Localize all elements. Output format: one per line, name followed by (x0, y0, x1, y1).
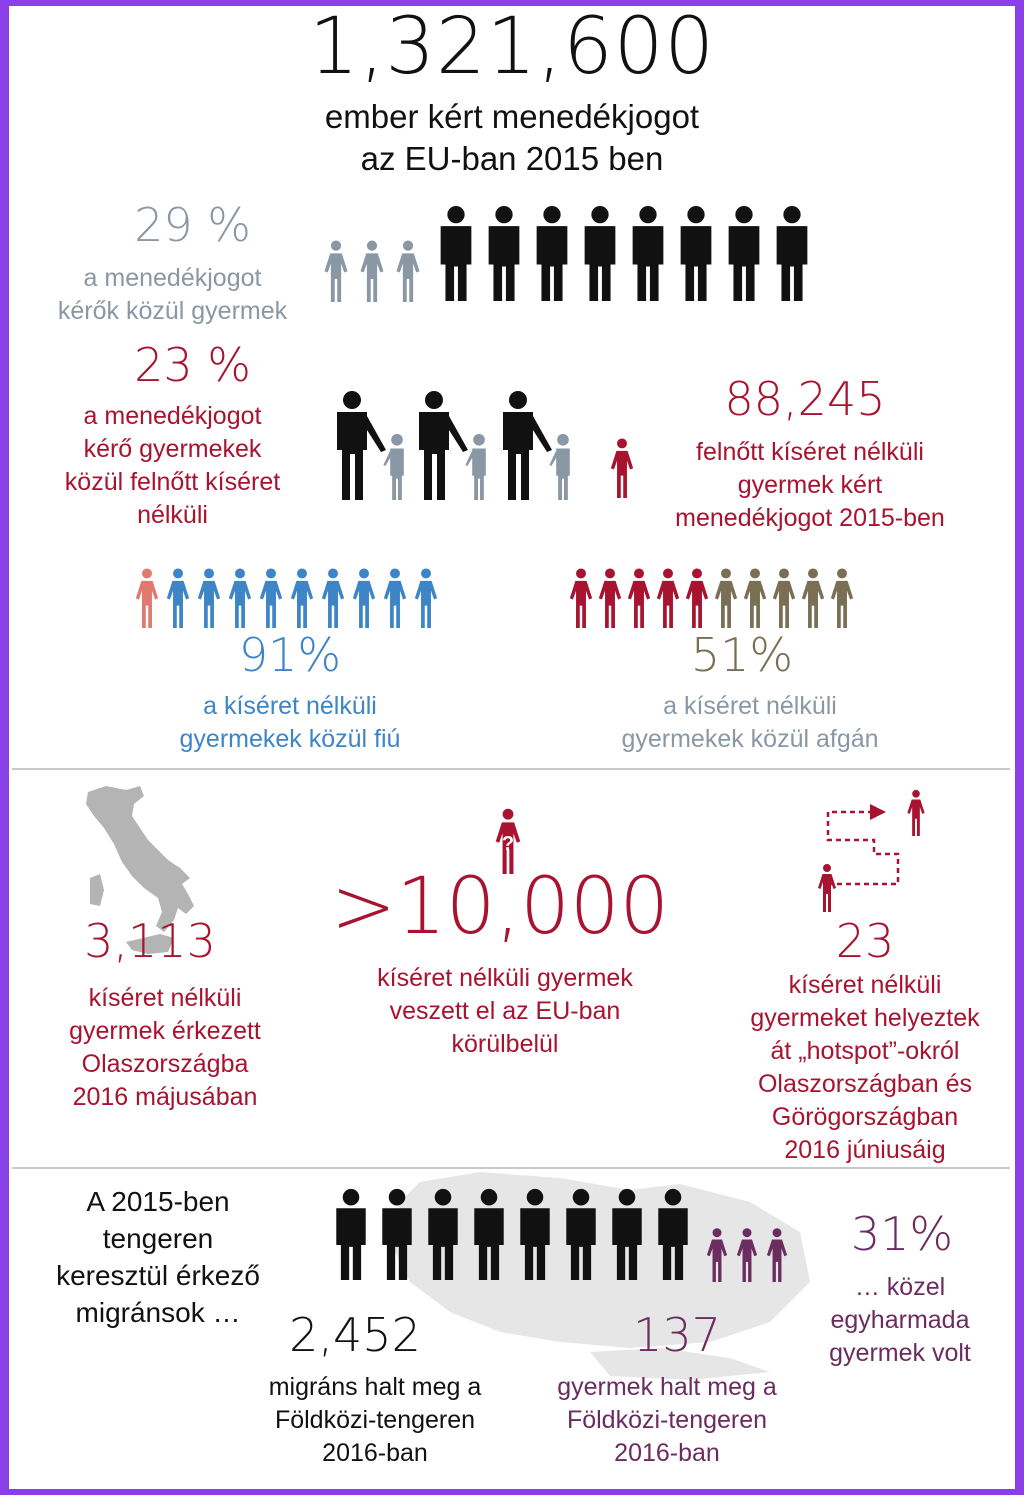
sea-child-deaths-line3: 2016-ban (614, 1439, 720, 1467)
sea-intro-line1: A 2015-ben (86, 1186, 230, 1217)
sea-deaths-line2: Földközi-tengeren (274, 1406, 476, 1434)
sea-deaths-line1: migráns halt meg a (268, 1373, 482, 1401)
sea-child-deaths-line1: gyermek halt meg a (557, 1373, 777, 1401)
sea-deaths-line3: 2016-ban (322, 1439, 428, 1467)
svg-text:?: ? (501, 833, 515, 855)
unaccompanied-count-label-line3: menedékjogot 2015-ben (675, 504, 945, 532)
section-divider-bottom (12, 1167, 1010, 1169)
relocation-path-icon (812, 788, 932, 912)
children-share-percent: 29 % (134, 198, 251, 252)
relocated-label-line4: Olaszországban és (757, 1070, 972, 1098)
children-group-icon (316, 238, 428, 302)
children-share-label-line1: a menedékjogot (83, 264, 262, 292)
unaccompanied-share-percent: 23 % (134, 338, 251, 392)
relocated-label-line1: kíséret nélküli (788, 971, 942, 999)
missing-label-line2: veszett el az EU-ban (389, 997, 621, 1025)
relocated-number: 23 (835, 914, 895, 968)
section-divider-top (12, 768, 1010, 770)
italy-label-line4: 2016 májusában (72, 1083, 258, 1111)
italy-label-line2: gyermek érkezett (69, 1017, 261, 1045)
unaccompanied-share-label-line2: kérő gyermekek (83, 435, 262, 463)
sea-deaths-number: 2,452 (289, 1308, 421, 1362)
boys-percent: 91% (238, 628, 342, 682)
boys-label-line1: a kíséret nélküli (203, 692, 377, 720)
italy-number: 3,113 (84, 914, 216, 968)
sea-child-deaths-line2: Földközi-tengeren (566, 1406, 768, 1434)
sea-intro-line3: keresztül érkező (56, 1260, 260, 1291)
missing-number: >10,000 (330, 862, 670, 952)
unaccompanied-share-label-line3: közül felnőtt kíséret (64, 468, 281, 496)
sea-children-percent: 31% (850, 1207, 954, 1261)
headline-number: 1,321,600 (309, 2, 715, 92)
afghan-label-line1: a kíséret nélküli (663, 692, 837, 720)
unaccompanied-share-label-line4: nélküli (137, 501, 208, 529)
afghan-label-line2: gyermekek közül afgán (621, 725, 879, 753)
relocated-label-line3: át „hotspot”-okról (770, 1037, 960, 1065)
sea-children-line3: gyermek volt (829, 1339, 971, 1367)
unaccompanied-share-label-line1: a menedékjogot (83, 402, 262, 430)
sea-children-line2: egyharmada (830, 1306, 970, 1334)
afghan-percent: 51% (690, 628, 794, 682)
sea-intro-line4: migránsok … (75, 1297, 241, 1328)
unaccompanied-count-number: 88,245 (724, 372, 886, 426)
adults-row-icon (436, 205, 820, 301)
sea-children-line1: … közel (854, 1273, 946, 1301)
migrants-children-icons (700, 1226, 800, 1282)
boys-ratio-icons (130, 566, 450, 628)
afghan-ratio-icons (564, 566, 884, 628)
italy-label-line1: kíséret nélküli (88, 984, 242, 1012)
boys-label-line2: gyermekek közül fiú (179, 725, 401, 753)
parent-with-child-icons (334, 390, 584, 500)
sea-intro-line2: tengeren (102, 1223, 214, 1254)
headline-subtitle-line2: az EU-ban 2015 ben (360, 140, 664, 177)
relocated-label-line2: gyermeket helyeztek (750, 1004, 980, 1032)
children-share-label-line2: kérők közül gyermek (57, 297, 288, 325)
relocated-label-line6: 2016 júniusáig (784, 1136, 946, 1164)
headline-subtitle-line1: ember kért menedékjogot (324, 98, 700, 135)
italy-label-line3: Olaszországba (81, 1050, 249, 1078)
relocated-label-line5: Görögországban (771, 1103, 959, 1131)
sea-child-deaths-number: 137 (633, 1308, 721, 1362)
unaccompanied-count-label-line2: gyermek kért (737, 471, 883, 499)
missing-label-line1: kíséret nélküli gyermek (377, 964, 633, 992)
migrants-adults-icons (332, 1188, 690, 1280)
missing-label-line3: körülbelül (451, 1030, 559, 1058)
unaccompanied-child-icon (604, 436, 640, 498)
unaccompanied-count-label-line1: felnőtt kíséret nélküli (696, 438, 924, 466)
